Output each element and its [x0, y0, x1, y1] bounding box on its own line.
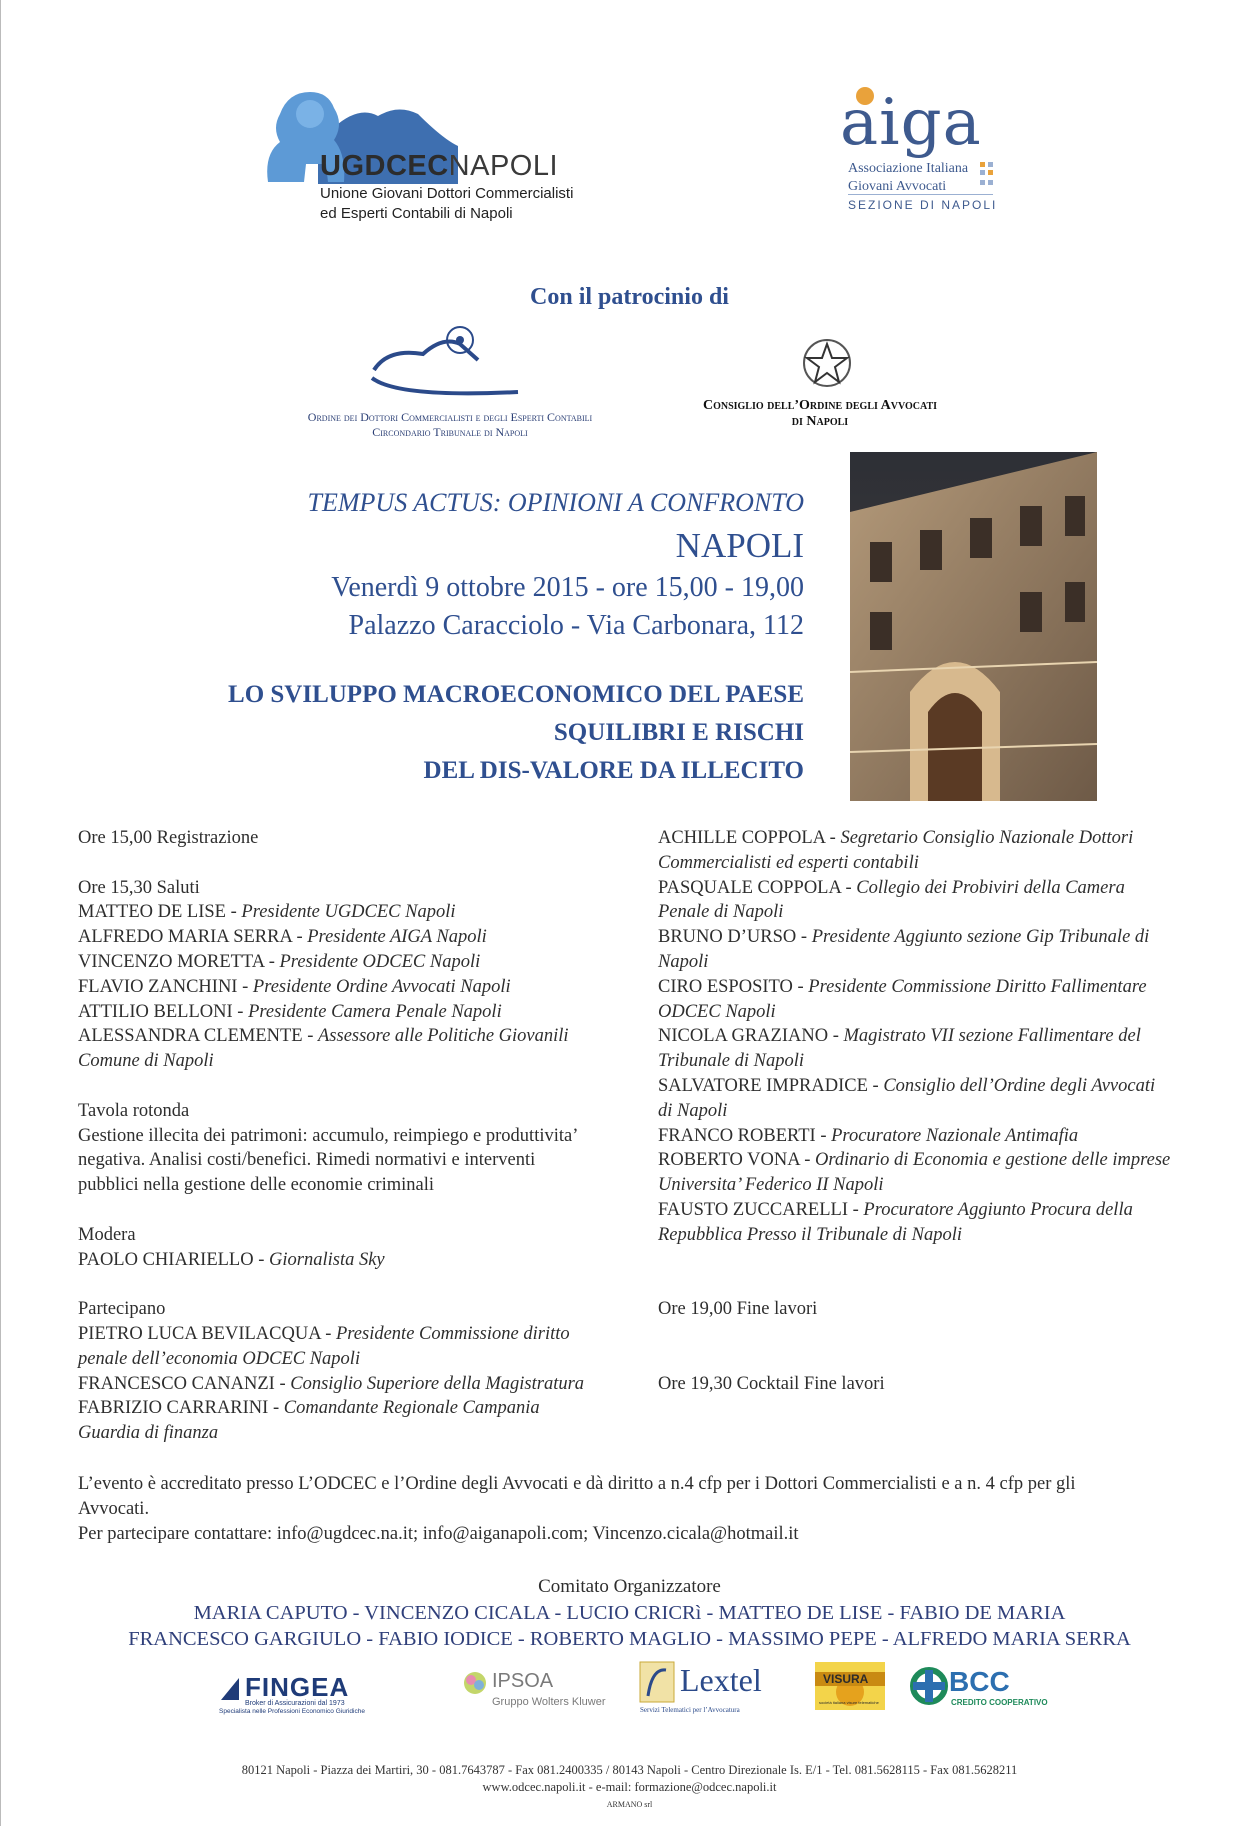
ugdcec-bold: UGDCEC [320, 150, 449, 182]
speaker-name: FRANCESCO CANANZI [78, 1373, 275, 1394]
ugdcec-logo-name [320, 150, 558, 183]
speaker-name: ROBERTO VONA [658, 1150, 800, 1171]
speaker-role-cont: penale dell’economia ODCEC Napoli [78, 1348, 361, 1369]
ipsoa-sub: Gruppo Wolters Kluwer [492, 1696, 606, 1708]
speaker-name: VINCENZO MORETTA [78, 951, 265, 972]
contact-line: Per partecipare contattare: info@ugdcec.na.it; info@aiganapoli.com; Vincenzo.cicala@hotmail.it [78, 1523, 799, 1544]
visura-name: VISURA [823, 1672, 869, 1686]
speaker-name: FRANCO ROBERTI [658, 1125, 816, 1146]
aiga-logo-subtitle [848, 160, 968, 196]
speaker-role-cont: Tribunale di Napoli [658, 1051, 804, 1072]
speaker-line: PASQUALE COPPOLA - Collegio dei Probiviri della Camera [658, 877, 1125, 898]
speaker-role: Procuratore Aggiunto Procura della [863, 1199, 1133, 1220]
speaker-role-cont: di Napoli [658, 1100, 728, 1121]
event-place: Palazzo Caracciolo - Via Carbonara, 112 [348, 610, 804, 641]
speaker-role: Magistrato VII sezione Fallimentare del [843, 1026, 1141, 1047]
speaker-name: FAUSTO ZUCCARELLI [658, 1199, 848, 1220]
speaker-line: MATTEO DE LISE - Presidente UGDCEC Napoli [78, 902, 456, 923]
roundtable-text-1: Gestione illecita dei patrimoni: accumulo, reimpiego e produttivita’ [78, 1125, 579, 1146]
palazzo-photo [850, 452, 1097, 801]
fingea-sub-2: Specialista nelle Professioni Economico Giuridiche [219, 1708, 365, 1715]
speaker-role-cont: Repubblica Presso il Tribunale di Napoli [658, 1224, 963, 1245]
speaker-name: PASQUALE COPPOLA [658, 877, 841, 898]
speaker-name: ATTILIO BELLONI [78, 1001, 233, 1022]
participants-heading: Partecipano [78, 1299, 166, 1320]
speaker-name: ACHILLE COPPOLA [658, 828, 826, 848]
speaker-role-cont: ODCEC Napoli [658, 1001, 776, 1022]
ugdcec-light: NAPOLI [448, 150, 559, 182]
speaker-line: FAUSTO ZUCCARELLI - Procuratore Aggiunto Procura della [658, 1199, 1133, 1220]
cocktail-line: Ore 19,30 Cocktail Fine lavori [658, 1373, 885, 1394]
speaker-role-cont: Napoli [658, 951, 709, 972]
speaker-line: FRANCESCO CANANZI - Consiglio Superiore della Magistratura [78, 1373, 585, 1394]
fingea-name: FINGEA [245, 1672, 350, 1702]
speaker-line: ALESSANDRA CLEMENTE - Assessore alle Politiche Giovanili [78, 1026, 569, 1047]
speaker-name: FABRIZIO CARRARINI [78, 1398, 269, 1419]
odcec-logo-mark [368, 320, 528, 400]
speaker-role: Presidente UGDCEC Napoli [241, 902, 456, 923]
speaker-role: Assessore alle Politiche Giovanili [318, 1026, 569, 1047]
program-right [658, 826, 1198, 1396]
speaker-line: SALVATORE IMPRADICE - Consiglio dell’Ordine degli Avvocati [658, 1075, 1156, 1096]
bcc-name: BCC [949, 1666, 1010, 1697]
sponsor-logos [215, 1660, 1055, 1720]
speaker-role: Consiglio Superiore della Magistratura [290, 1373, 585, 1394]
speaker-role: Presidente ODCEC Napoli [279, 951, 481, 972]
ipsoa-name: IPSOA [492, 1670, 554, 1692]
speaker-line: PAOLO CHIARIELLO - Giornalista Sky [78, 1249, 385, 1270]
theme-line-3: DEL DIS-VALORE DA ILLECITO [423, 757, 804, 784]
speaker-role: Presidente Commissione diritto [335, 1323, 570, 1344]
speaker-line: CIRO ESPOSITO - Presidente Commissione Diritto Fallimentare [658, 976, 1147, 997]
event-city: NAPOLI [675, 526, 804, 565]
footer-printer: ARMANO srl [606, 1800, 653, 1809]
speaker-name: SALVATORE IMPRADICE [658, 1075, 868, 1096]
accreditation-notes [78, 1472, 1188, 1546]
speaker-role: Consiglio dell’Ordine degli Avvocati [883, 1075, 1156, 1096]
footer-web: www.odcec.napoli.it - e-mail: formazione@odcec.napoli.it [482, 1780, 777, 1794]
speaker-name: PAOLO CHIARIELLO [78, 1249, 254, 1270]
italian-emblem-icon [801, 336, 853, 390]
coa-caption-2: di Napoli [791, 414, 849, 429]
footer [0, 1762, 1259, 1813]
roundtable-heading: Tavola rotonda [78, 1100, 190, 1121]
aiga-sub-line-2: Giovani Avvocati [848, 179, 947, 194]
aiga-divider [848, 194, 993, 195]
organizing-committee [0, 1574, 1259, 1652]
theme-line-1: LO SVILUPPO MACROECONOMICO DEL PAESE [228, 681, 804, 708]
roundtable-text-2: negativa. Analisi costi/benefici. Rimedi normativi e interventi [78, 1150, 536, 1171]
speaker-line: PIETRO LUCA BEVILACQUA - Presidente Commissione diritto [78, 1323, 570, 1344]
event-title: TEMPUS ACTUS: OPINIONI A CONFRONTO [307, 488, 804, 517]
speaker-role: Presidente Aggiunto sezione Gip Tribunale di [811, 927, 1150, 948]
aiga-logo-word: aiga [840, 86, 982, 160]
event-theme [228, 676, 804, 790]
speaker-line: ATTILIO BELLONI - Presidente Camera Penale Napoli [78, 1001, 502, 1022]
footer-address: 80121 Napoli - Piazza dei Martiri, 30 - 081.7643787 - Fax 081.2400335 / 80143 Napoli - Centro Direzionale Is. E/1 - Tel. 081.5628115 - Fax 081.5628211 [241, 1763, 1018, 1777]
odcec-caption-2: Circondario Tribunale di Napoli [372, 425, 528, 439]
speaker-role: Presidente Commissione Diritto Fallimentare [808, 976, 1147, 997]
speaker-role: Presidente Camera Penale Napoli [248, 1001, 502, 1022]
committee-line-2: FRANCESCO GARGIULO - FABIO IODICE - ROBERTO MAGLIO - MASSIMO PEPE - ALFREDO MARIA SERRA [128, 1628, 1131, 1650]
ugdcec-sub-line-1: Unione Giovani Dottori Commercialisti [320, 185, 574, 202]
speaker-role-cont: Penale di Napoli [658, 902, 784, 923]
speaker-role: Procuratore Nazionale Antimafia [831, 1125, 1079, 1146]
aiga-squares-icon [980, 162, 996, 194]
registration-line: Ore 15,00 Registrazione [78, 828, 259, 848]
speaker-line: BRUNO D’URSO - Presidente Aggiunto sezione Gip Tribunale di [658, 927, 1150, 948]
accreditation-line-2: Avvocati. [78, 1498, 150, 1519]
lextel-sub: Servizi Telematici per l’Avvocatura [640, 1706, 740, 1714]
speaker-role: Giornalista Sky [269, 1249, 385, 1270]
speaker-role-cont: Guardia di finanza [78, 1423, 219, 1444]
speaker-line: VINCENZO MORETTA - Presidente ODCEC Napoli [78, 951, 481, 972]
visura-logo [815, 1662, 885, 1710]
accreditation-line-1: L’evento è accreditato presso L’ODCEC e l’Ordine degli Avvocati e dà diritto a n.4 cfp per i Dottori Commercialisti e a n. 4 cfp per gli [78, 1474, 1076, 1494]
speaker-name: BRUNO D’URSO [658, 927, 797, 948]
odcec-caption [280, 410, 620, 440]
speaker-name: MATTEO DE LISE [78, 902, 226, 923]
bcc-mark-icon [909, 1666, 949, 1706]
program-left [78, 826, 638, 1446]
speaker-role: Presidente Ordine Avvocati Napoli [252, 976, 511, 997]
lextel-name: Lextel [680, 1662, 762, 1698]
visura-sub: società italiana visure telematiche [819, 1700, 879, 1705]
ugdcec-sub-line-2: ed Esperti Contabili di Napoli [320, 205, 513, 222]
speaker-name: ALESSANDRA CLEMENTE [78, 1026, 303, 1047]
coa-caption [660, 398, 980, 430]
speaker-name: ALFREDO MARIA SERRA [78, 927, 292, 948]
speaker-line: ACHILLE COPPOLA - Segretario Consiglio Nazionale Dottori [658, 828, 1134, 848]
aiga-sub-line-1: Associazione Italiana [848, 161, 969, 176]
ugdcec-logo-subtitle [320, 184, 573, 224]
speaker-role: Ordinario di Economia e gestione delle imprese [815, 1150, 1171, 1171]
theme-line-2: SQUILIBRI E RISCHI [553, 719, 804, 746]
speaker-line: ALFREDO MARIA SERRA - Presidente AIGA Napoli [78, 927, 487, 948]
greetings-heading: Ore 15,30 Saluti [78, 877, 200, 898]
page-edge [0, 0, 1, 1826]
committee-line-1: MARIA CAPUTO - VINCENZO CICALA - LUCIO CRICRì - MATTEO DE LISE - FABIO DE MARIA [193, 1602, 1066, 1624]
speaker-line: ROBERTO VONA - Ordinario di Economia e gestione delle imprese [658, 1150, 1171, 1171]
committee-title: Comitato Organizzatore [538, 1576, 721, 1597]
lextel-mark-icon [638, 1660, 676, 1704]
speaker-role: Segretario Consiglio Nazionale Dottori [840, 828, 1134, 848]
roundtable-text-3: pubblici nella gestione delle economie criminali [78, 1175, 435, 1196]
speaker-name: PIETRO LUCA BEVILACQUA [78, 1323, 321, 1344]
speaker-name: FLAVIO ZANCHINI [78, 976, 238, 997]
speaker-role: Collegio dei Probiviri della Camera [856, 877, 1125, 898]
speaker-line: FABRIZIO CARRARINI - Comandante Regionale Campania [78, 1398, 540, 1419]
speaker-line: FRANCO ROBERTI - Procuratore Nazionale Antimafia [658, 1125, 1079, 1146]
fingea-mark-icon [219, 1676, 241, 1702]
speaker-role-cont: Comune di Napoli [78, 1051, 214, 1072]
speaker-role-cont: Universita’ Federico II Napoli [658, 1175, 884, 1196]
fingea-sub-1: Broker di Assicurazioni dal 1973 [245, 1700, 345, 1707]
ipsoa-circle-icon [462, 1670, 488, 1696]
speaker-role-cont: Commercialisti ed esperti contabili [658, 852, 919, 873]
speaker-line: NICOLA GRAZIANO - Magistrato VII sezione Fallimentare del [658, 1026, 1141, 1047]
speaker-name: CIRO ESPOSITO [658, 976, 793, 997]
speaker-role: Comandante Regionale Campania [283, 1398, 540, 1419]
patronage-title: Con il patrocinio di [530, 284, 729, 310]
speaker-name: NICOLA GRAZIANO [658, 1026, 829, 1047]
event-date: Venerdì 9 ottobre 2015 - ore 15,00 - 19,00 [331, 572, 804, 603]
speaker-line: FLAVIO ZANCHINI - Presidente Ordine Avvocati Napoli [78, 976, 511, 997]
moderator-heading: Modera [78, 1224, 136, 1245]
end-line: Ore 19,00 Fine lavori [658, 1299, 818, 1320]
aiga-section-label: SEZIONE DI NAPOLI [848, 198, 998, 212]
odcec-caption-1: Ordine dei Dottori Commercialisti e degli Esperti Contabili [307, 410, 593, 424]
bcc-sub: CREDITO COOPERATIVO [951, 1698, 1048, 1707]
speaker-role: Presidente AIGA Napoli [307, 927, 487, 948]
coa-caption-1: Consiglio dell’Ordine degli Avvocati [702, 398, 938, 413]
